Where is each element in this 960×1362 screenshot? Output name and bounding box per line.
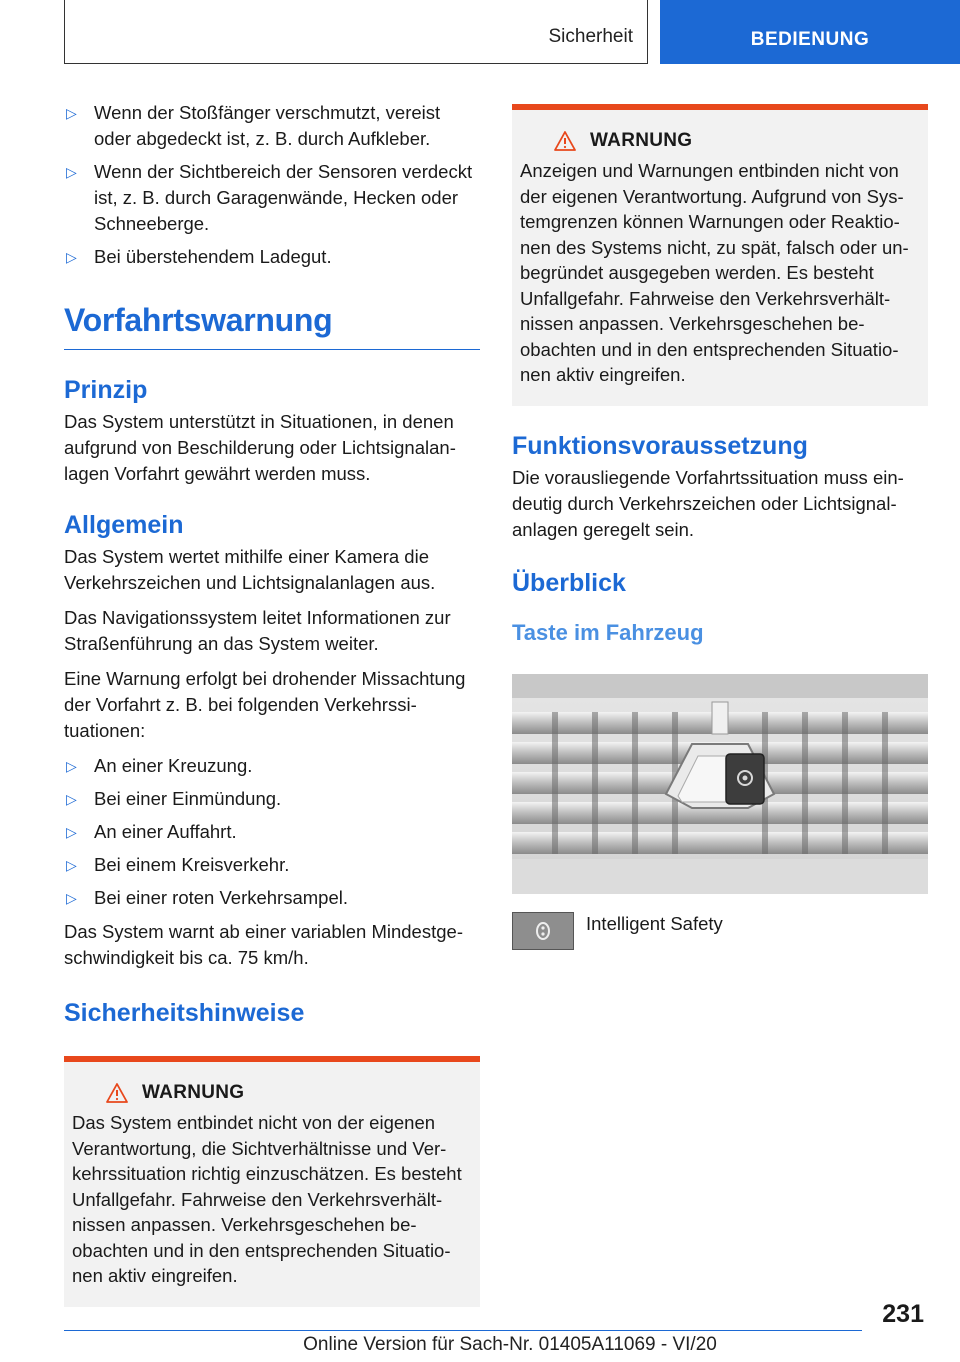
intelligent-safety-icon (512, 912, 574, 950)
list-item: ▷ Bei einer roten Verkehrsampel. (64, 885, 480, 911)
warning-header (106, 1082, 472, 1104)
warning-triangle-icon (554, 131, 576, 151)
allgemein-paragraph-1: Das System wertet mithilfe einer Kamera die Verkehrszeichen und Lichtsignalanlagen aus. (64, 546, 436, 593)
prinzip-paragraph: Das System unterstützt in Situationen, in denen aufgrund von Beschilderung oder Lichtsignalanlagen Vorfahrt gewährt werden muss. (64, 411, 456, 484)
list-item: ▷ Wenn der Stoßfänger verschmutzt, vereist oder abgedeckt ist, z. B. durch Aufkleber. (66, 102, 441, 149)
warning-box (512, 104, 928, 406)
allgemein-paragraph-2: Das Navigationssystem leitet Informationen zur Straßenführung an das System weiter. (64, 607, 451, 654)
list-item: ▷ Bei überstehendem Ladegut. (64, 244, 480, 270)
warning-header (554, 130, 920, 152)
warning-text: Anzeigen und Warnungen entbinden nicht von der eigenen Verantwortung. Aufgrund von Systemgrenzen können Warnungen oder Reaktionen des Systems nicht, zu spät, falsch oder unbegründet ausgegeben werden. Es besteht Unfallgefahr. Fahrweise den Verkehrsverhältnissen anpassen. Verkehrsgeschehen beobachten und in den entsprechenden Situationen aktiv eingreifen. (520, 160, 909, 385)
footer-version-text: Online Version für Sach-Nr. 01405A11069 - VI/20 (303, 1334, 717, 1355)
triangle-right-icon: ▷ (66, 890, 77, 906)
list-item: ▷ An einer Kreuzung. (64, 753, 480, 779)
header-frame (64, 0, 648, 64)
section-title-funktionsvoraussetzung: Funktionsvoraussetzung (512, 431, 808, 460)
triangle-right-icon: ▷ (66, 791, 77, 807)
allgemein-paragraph-4: Das System warnt ab einer variablen Mindestgeschwindigkeit bis ca. 75 km/h. (64, 921, 463, 968)
warning-box (64, 1056, 480, 1307)
section-title-sicherheitshinweise: Sicherheitshinweise (64, 999, 305, 1027)
vehicle-grille-image (512, 674, 928, 894)
section-title-allgemein: Allgemein (64, 511, 184, 539)
warning-text: Das System entbindet nicht von der eigenen Verantwortung, die Sichtverhältnisse und Verkehrssituation richtig einzuschätzen. Es besteht Unfallgefahr. Fahrweise den Verkehrsverhältnissen anpassen. Verkehrsgeschehen beobachten und in den entsprechenden Situationen aktiv eingreifen. (72, 1112, 462, 1286)
list-item: ▷ Wenn der Sichtbereich der Sensoren verdeckt ist, z. B. durch Garagenwände, Hecken oder Schneeberge. (66, 161, 473, 234)
list-item: ▷ Bei einer Einmündung. (64, 786, 480, 812)
header-chapter-tab[interactable]: BEDIENUNG (660, 0, 960, 64)
triangle-right-icon: ▷ (66, 249, 77, 265)
chapter-title: Vorfahrtswarnung (64, 302, 480, 350)
button-caption: Intelligent Safety (586, 912, 723, 934)
footer-divider (64, 1330, 862, 1331)
list-item: ▷ Bei einem Kreisverkehr. (64, 852, 480, 878)
warning-label: WARNUNG (142, 1082, 245, 1103)
allgemein-paragraph-3: Eine Warnung erfolgt bei drohender Missachtung der Vorfahrt z. B. bei folgenden Verkehrssituationen: (64, 668, 466, 741)
button-legend-row (512, 912, 928, 950)
situations-list (64, 753, 480, 911)
triangle-right-icon: ▷ (66, 105, 77, 121)
section-title-prinzip: Prinzip (64, 376, 148, 404)
list-item: ▷ An einer Auffahrt. (64, 819, 480, 845)
funktion-paragraph: Die vorausliegende Vorfahrtssituation muss eindeutig durch Verkehrszeichen oder Lichtsignalanlagen geregelt sein. (512, 466, 904, 540)
left-column (64, 100, 480, 1307)
triangle-right-icon: ▷ (66, 824, 77, 840)
right-column (512, 104, 928, 950)
subsection-title-taste: Taste im Fahrzeug (512, 619, 704, 645)
warning-label: WARNUNG (590, 130, 693, 151)
section-title-ueberblick: Überblick (512, 568, 626, 597)
triangle-right-icon: ▷ (66, 164, 77, 180)
sensor-limits-list (64, 100, 480, 270)
header-section-title: Sicherheit (548, 26, 633, 47)
triangle-right-icon: ▷ (66, 857, 77, 873)
warning-triangle-icon (106, 1083, 128, 1103)
page-number: 231 (882, 1300, 924, 1328)
triangle-right-icon: ▷ (66, 758, 77, 774)
